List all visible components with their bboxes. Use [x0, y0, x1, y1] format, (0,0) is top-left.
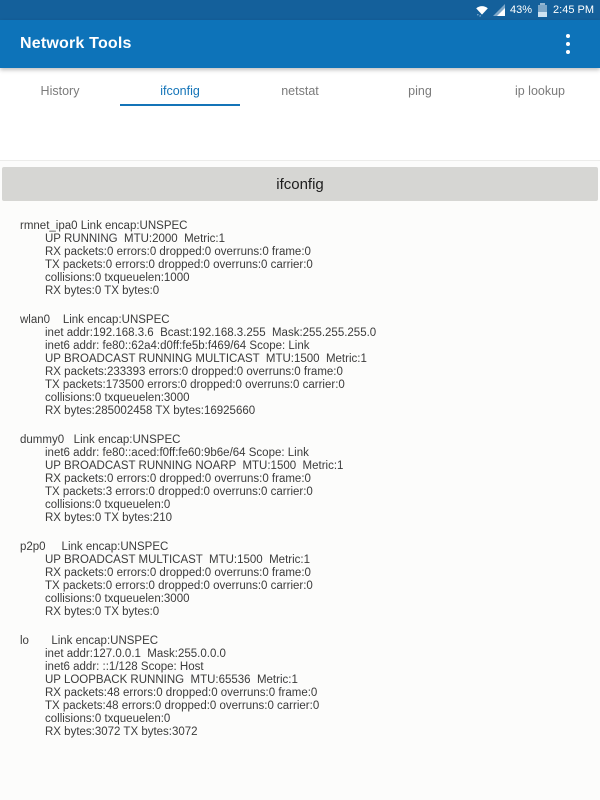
interface-header-line: rmnet_ipa0 Link encap:UNSPEC: [20, 220, 188, 232]
interface-detail-line: TX packets:48 errors:0 dropped:0 overruns:0 carrier:0: [45, 700, 320, 712]
interface-header-line: dummy0 Link encap:UNSPEC: [20, 434, 181, 446]
battery-percent-text: 43%: [510, 4, 533, 16]
command-header-label: ifconfig: [276, 175, 324, 193]
interface-block-rmnet_ipa0: [20, 220, 590, 298]
overflow-menu-icon[interactable]: [556, 30, 580, 58]
interface-header-line: wlan0 Link encap:UNSPEC: [20, 314, 170, 326]
interface-block-p2p0: [20, 541, 590, 619]
interface-detail-line: collisions:0 txqueuelen:3000: [45, 593, 190, 605]
interface-block-dummy0: [20, 434, 590, 525]
interface-header-line: lo Link encap:UNSPEC: [20, 635, 159, 647]
interface-detail-line: UP LOOPBACK RUNNING MTU:65536 Metric:1: [45, 674, 298, 686]
interface-detail-line: RX packets:0 errors:0 dropped:0 overruns:0 frame:0: [45, 473, 311, 485]
tab-ip-lookup[interactable]: ip lookup: [514, 84, 566, 98]
interface-detail-line: RX packets:0 errors:0 dropped:0 overruns:0 frame:0: [45, 567, 311, 579]
interface-detail-line: TX packets:173500 errors:0 dropped:0 overruns:0 carrier:0: [45, 379, 345, 391]
battery-icon: [538, 3, 547, 17]
interface-detail-line: TX packets:0 errors:0 dropped:0 overruns:0 carrier:0: [45, 259, 313, 271]
interface-detail-line: RX bytes:0 TX bytes:0: [45, 606, 160, 618]
interface-detail-line: RX packets:233393 errors:0 dropped:0 overruns:0 frame:0: [45, 366, 343, 378]
interface-detail-line: inet addr:127.0.0.1 Mask:255.0.0.0: [45, 648, 226, 660]
tab-bar: [0, 68, 600, 106]
app-title: Network Tools: [20, 35, 132, 52]
interface-detail-line: UP BROADCAST RUNNING MULTICAST MTU:1500 Metric:1: [45, 353, 367, 365]
interface-detail-line: inet6 addr: ::1/128 Scope: Host: [45, 661, 204, 673]
interface-detail-line: TX packets:0 errors:0 dropped:0 overruns:0 carrier:0: [45, 580, 313, 592]
interface-detail-line: UP BROADCAST RUNNING NOARP MTU:1500 Metric:1: [45, 460, 344, 472]
interface-detail-line: RX packets:48 errors:0 dropped:0 overruns:0 frame:0: [45, 687, 318, 699]
app-bar: [0, 20, 600, 68]
interface-block-lo: [20, 635, 590, 739]
interface-detail-line: RX packets:0 errors:0 dropped:0 overruns:0 frame:0: [45, 246, 311, 258]
interface-detail-line: RX bytes:0 TX bytes:0: [45, 285, 160, 297]
tab-netstat[interactable]: netstat: [281, 84, 319, 98]
interface-detail-line: inet addr:192.168.3.6 Bcast:192.168.3.255 Mask:255.255.255.0: [45, 327, 377, 339]
interface-header-line: p2p0 Link encap:UNSPEC: [20, 541, 169, 553]
tab-ping[interactable]: ping: [408, 84, 432, 98]
interface-detail-line: collisions:0 txqueuelen:3000: [45, 392, 190, 404]
ifconfig-output: [0, 201, 600, 739]
interface-detail-line: UP RUNNING MTU:2000 Metric:1: [45, 233, 225, 245]
clock-text: 2:45 PM: [553, 4, 594, 16]
tab-ifconfig[interactable]: ifconfig: [120, 68, 240, 106]
status-bar: [0, 0, 600, 20]
tab-history[interactable]: History: [40, 84, 80, 98]
interface-detail-line: inet6 addr: fe80::aced:f0ff:fe60:9b6e/64 Scope: Link: [45, 447, 309, 459]
ifconfig-command-header[interactable]: [2, 167, 598, 201]
interface-detail-line: collisions:0 txqueuelen:0: [45, 713, 171, 725]
interface-detail-line: RX bytes:0 TX bytes:210: [45, 512, 172, 524]
content-top-divider: [0, 106, 600, 161]
interface-detail-line: collisions:0 txqueuelen:0: [45, 499, 171, 511]
interface-detail-line: TX packets:3 errors:0 dropped:0 overruns:0 carrier:0: [45, 486, 313, 498]
interface-detail-line: inet6 addr: fe80::62a4:d0ff:fe5b:f469/64 Scope: Link: [45, 340, 310, 352]
interface-block-wlan0: [20, 314, 590, 418]
interface-detail-line: RX bytes:285002458 TX bytes:16925660: [45, 405, 256, 417]
interface-detail-line: UP BROADCAST MULTICAST MTU:1500 Metric:1: [45, 554, 310, 566]
interface-detail-line: RX bytes:3072 TX bytes:3072: [45, 726, 198, 738]
wifi-icon: [475, 4, 489, 17]
cellular-signal-icon: [493, 4, 506, 16]
interface-detail-line: collisions:0 txqueuelen:1000: [45, 272, 190, 284]
